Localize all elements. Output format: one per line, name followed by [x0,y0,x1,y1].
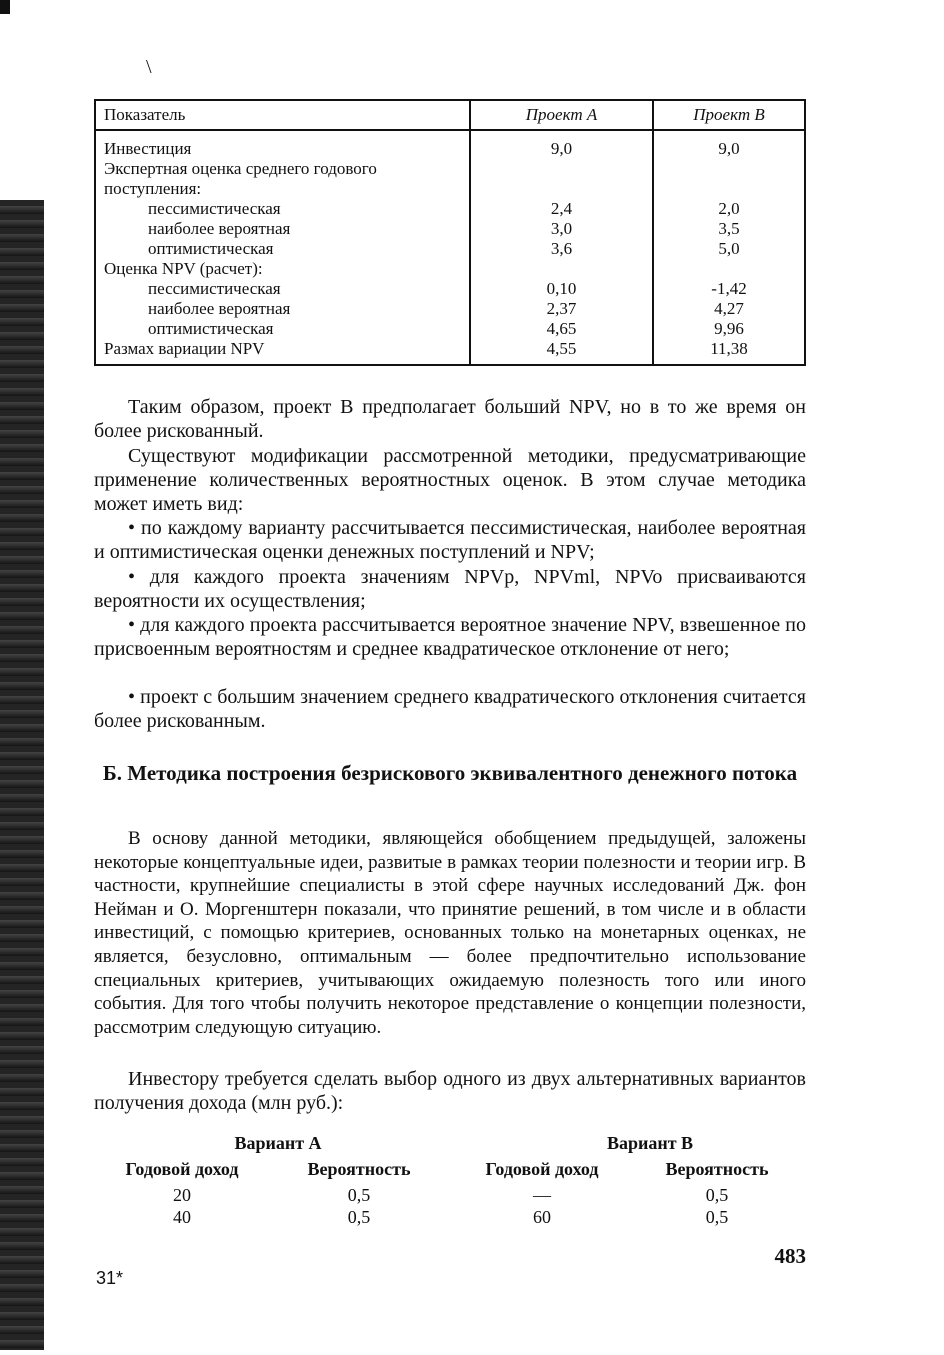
row-value-b: 9,0 [653,130,805,159]
row-value-b [653,159,805,199]
row-label: пессимистическая [95,279,470,299]
bullet-item: • для каждого проекта рассчитывается вероятное значение NPV, взвешенное по присвоенным вероятностям и среднее квадратическое отклонение от него; [94,614,806,660]
a-income: 40 [173,1207,191,1227]
row-value-b [653,259,805,279]
row-value-b: 11,38 [653,339,805,365]
header-indicator: Показатель [95,100,470,130]
variants-title-row [94,1133,806,1157]
signature-mark: 31* [96,1268,124,1288]
row-value-a: 2,37 [470,299,653,319]
table-row [95,259,805,279]
row-value-a [470,259,653,279]
page-number: 483 [774,1244,806,1268]
col-income-b: Годовой доход [485,1159,599,1179]
row-label: пессимистическая [95,199,470,219]
row-label: наиболее вероятная [95,299,470,319]
row-label: Оценка NPV (расчет): [95,259,470,279]
row-value-b: 5,0 [653,239,805,259]
row-label: Размах вариации NPV [95,339,470,365]
table-row [95,319,805,339]
table-row [95,339,805,365]
row-value-b: 4,27 [653,299,805,319]
variants-header-row [94,1159,806,1183]
npv-table [94,99,806,366]
table-row [95,279,805,299]
stray-mark: \ [146,56,152,78]
table-header-row [95,100,805,130]
paragraph-utility-theory: В основу данной методики, являющейся обобщением предыдущей, заложены некоторые концептуальные идеи, развитые в рамках теории полезности и теории игр. В частности, крупнейшие специалисты в этой сфере научных исследований Дж. фон Нейман и О. Моргенштерн показали, что принятие решений, в том числе и в области инвестиций, с помощью критериев, основанных только на монетарных оценках, не является, безусловно, оптимальным — более предпочтительно использование специальных критериев, учитывающих ожидаемую полезность того или иного события. Для того чтобы получить некоторое представление о концепции полезности, рассмотрим следующую ситуацию. [94,828,806,1038]
row-value-b: 9,96 [653,319,805,339]
row-label: Инвестиция [95,130,470,159]
variant-b-title: Вариант В [606,1133,694,1153]
row-label: оптимистическая [95,239,470,259]
col-income-a: Годовой доход [125,1159,239,1179]
row-value-a: 0,10 [470,279,653,299]
scan-corner-mark [0,0,10,14]
col-prob-a: Вероятность [307,1159,411,1179]
paragraph-investor-choice: Инвестору требуется сделать выбор одного из двух альтернативных вариантов получения дохода (млн руб.): [94,1068,806,1114]
row-value-b: -1,42 [653,279,805,299]
row-value-a: 4,65 [470,319,653,339]
row-value-b: 3,5 [653,219,805,239]
col-prob-b: Вероятность [665,1159,769,1179]
scan-binding-edge [0,200,44,1350]
header-project-a: Проект А [470,100,653,130]
table-row [95,159,805,199]
table-row [95,299,805,319]
a-prob: 0,5 [347,1207,371,1227]
row-value-a: 3,0 [470,219,653,239]
table-row [95,239,805,259]
variant-a-title: Вариант А [234,1133,322,1153]
b-prob: 0,5 [705,1185,729,1205]
b-income: — [533,1185,551,1205]
paragraph-conclusion: Таким образом, проект В предполагает больший NPV, но в то же время он более рискованный. [94,396,806,442]
table-row [95,219,805,239]
row-label: Экспертная оценка среднего годового поступления: [95,159,470,199]
row-value-a: 2,4 [470,199,653,219]
row-label: наиболее вероятная [95,219,470,239]
a-prob: 0,5 [347,1185,371,1205]
row-value-a: 9,0 [470,130,653,159]
section-heading: Б. Методика построения безрискового эквивалентного денежного потока [102,761,798,785]
header-project-b: Проект В [653,100,805,130]
table-row [95,130,805,159]
row-label: оптимистическая [95,319,470,339]
row-value-a: 4,55 [470,339,653,365]
bullet-item: • по каждому варианту рассчитывается пессимистическая, наиболее вероятная и оптимистическая оценки денежных поступлений и NPV; [94,517,806,563]
bullet-item: • для каждого проекта значениям NPVp, NPVml, NPVo присваиваются вероятности их осуществления; [94,566,806,612]
bullet-item: • проект с большим значением среднего квадратического отклонения считается более рискованным. [94,686,806,732]
a-income: 20 [173,1185,191,1205]
table-row [95,199,805,219]
row-value-a [470,159,653,199]
row-value-b: 2,0 [653,199,805,219]
b-prob: 0,5 [705,1207,729,1227]
row-value-a: 3,6 [470,239,653,259]
paragraph-modifications: Существуют модификации рассмотренной методики, предусматривающие применение количественных вероятностных оценок. В этом случае методика может иметь вид: [94,445,806,515]
table-row [94,1185,806,1209]
table-row [94,1207,806,1231]
b-income: 60 [533,1207,551,1227]
